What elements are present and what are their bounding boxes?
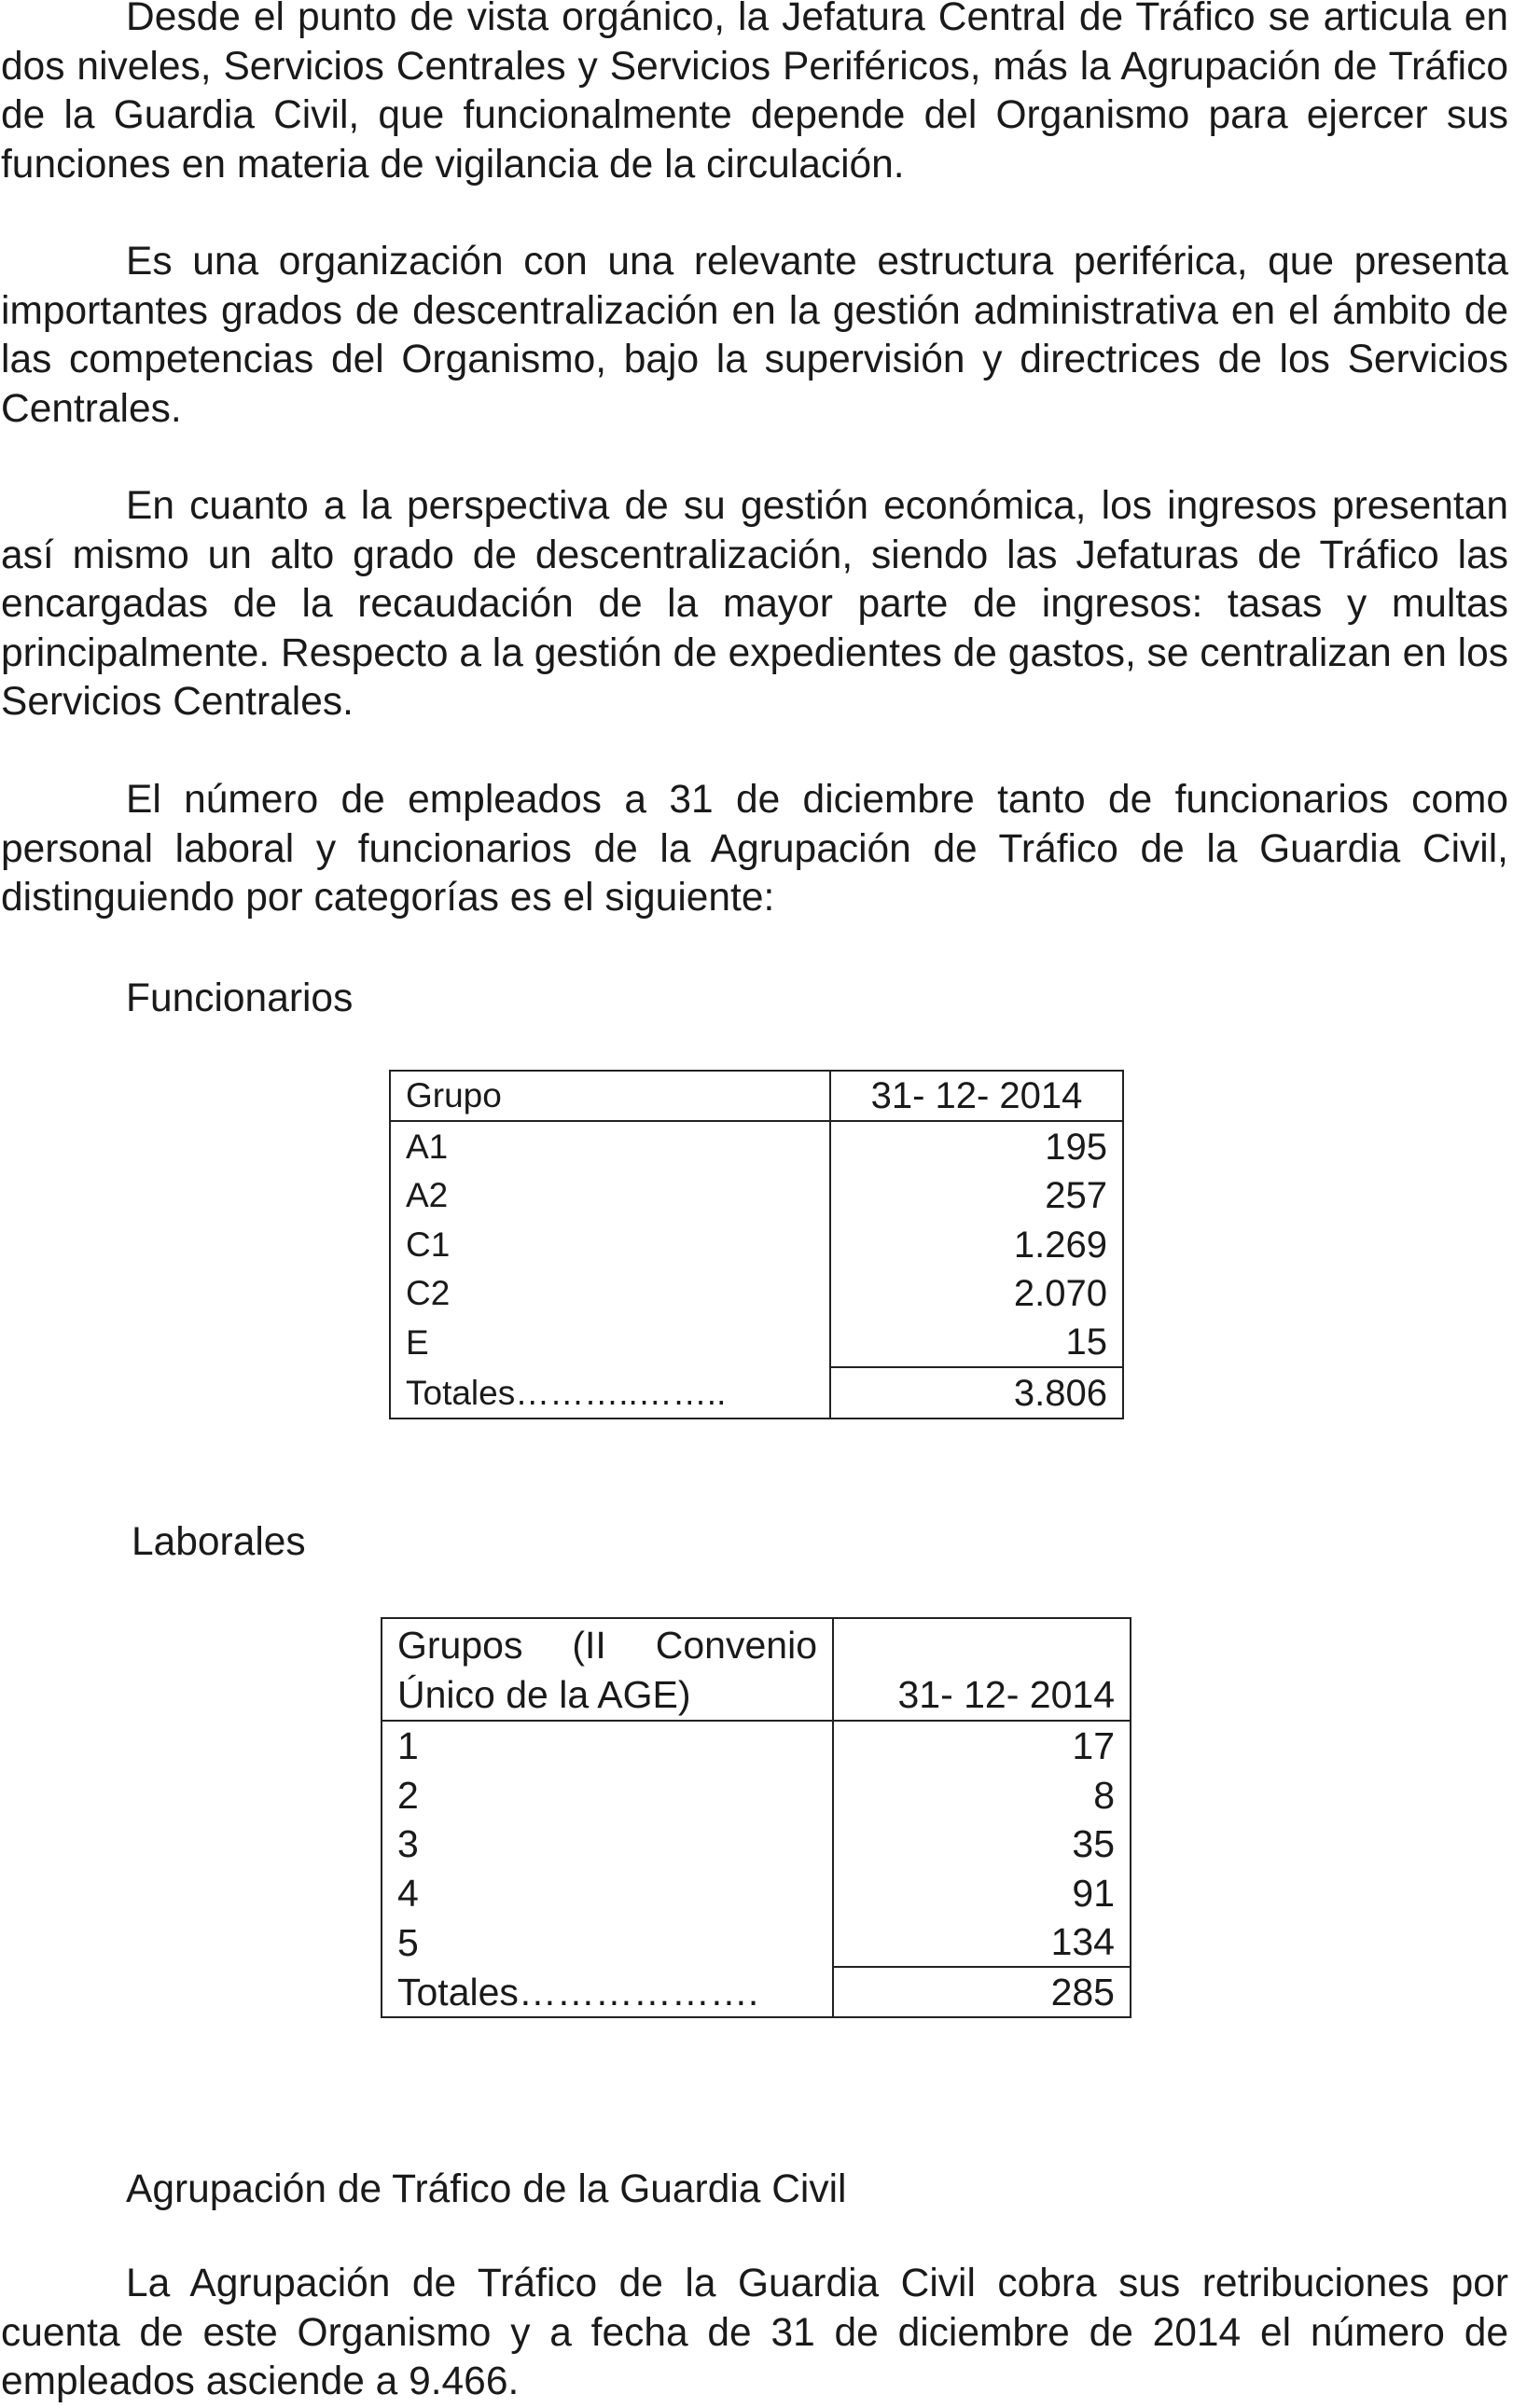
header-group: Grupo <box>390 1071 830 1121</box>
row-group: C1 <box>390 1220 830 1268</box>
row-value: 8 <box>833 1770 1131 1819</box>
total-label: Totales………..…….. <box>390 1367 830 1418</box>
row-group: 5 <box>382 1917 833 1967</box>
paragraph-employee-count: El número de empleados a 31 de diciembre tanto de funcionarios como personal laboral y funcionarios de la Agrupación de Tráfico de la Guardia Civil, distinguiendo por categorías es el siguiente: <box>1 778 1508 920</box>
row-group: A2 <box>390 1171 830 1220</box>
table-row <box>382 1820 1131 1868</box>
table-row <box>382 1868 1131 1917</box>
table-header-row <box>390 1071 1123 1121</box>
row-group: C2 <box>390 1269 830 1318</box>
header-date: 31- 12- 2014 <box>830 1071 1123 1121</box>
heading-guardia-civil: Agrupación de Tráfico de la Guardia Civil <box>126 2167 847 2211</box>
row-value: 91 <box>833 1868 1131 1917</box>
table-total-row <box>390 1367 1123 1418</box>
total-value: 285 <box>833 1967 1131 2017</box>
table-row <box>390 1318 1123 1367</box>
table-total-row <box>382 1967 1131 2017</box>
row-value: 134 <box>833 1917 1131 1967</box>
table-header-row <box>382 1618 1131 1721</box>
table-funcionarios <box>389 1070 1124 1419</box>
total-value: 3.806 <box>830 1367 1123 1418</box>
table-row <box>382 1917 1131 1967</box>
row-group: E <box>390 1318 830 1367</box>
table-row <box>382 1770 1131 1819</box>
row-group: 2 <box>382 1770 833 1819</box>
table-row <box>390 1269 1123 1318</box>
table-row <box>390 1220 1123 1268</box>
table-row <box>382 1721 1131 1770</box>
paragraph-peripheral-structure: Es una organización con una relevante estructura periférica, que presenta importantes grados de descentralización en la gestión administrativa en el ámbito de las competencias del Organismo, bajo la supervisión y directrices de los Servicios Centrales. <box>1 240 1508 431</box>
row-value: 1.269 <box>830 1220 1123 1268</box>
table-row <box>390 1171 1123 1220</box>
row-group: 4 <box>382 1868 833 1917</box>
header-group: Grupos (II Convenio Único de la AGE) <box>382 1618 833 1721</box>
table-laborales <box>381 1617 1131 2018</box>
heading-laborales: Laborales <box>132 1520 306 1564</box>
row-value: 17 <box>833 1721 1131 1770</box>
paragraph-economic-management: En cuanto a la perspectiva de su gestión económica, los ingresos presentan así mismo un alto grado de descentralización, siendo las Jefaturas de Tráfico las encargadas de la recaudación de la mayor parte de ingresos: tasas y multas principalmente. Respecto a la gestión de expedientes de gastos, se centralizan en los Servicios Centrales. <box>1 484 1508 725</box>
total-label: Totales………………. <box>382 1967 833 2017</box>
paragraph-guardia-civil: La Agrupación de Tráfico de la Guardia Civil cobra sus retribuciones por cuenta de este Organismo y a fecha de 31 de diciembre de 2014 el número de empleados asciende a 9.466. <box>1 2262 1508 2404</box>
row-value: 15 <box>830 1318 1123 1367</box>
paragraph-organic-structure: Desde el punto de vista orgánico, la Jefatura Central de Tráfico se articula en dos niveles, Servicios Centrales y Servicios Periféricos, más la Agrupación de Tráfico de la Guardia Civil, que funcionalmente depende del Organismo para ejercer sus funciones en materia de vigilancia de la circulación. <box>1 0 1508 187</box>
row-value: 2.070 <box>830 1269 1123 1318</box>
row-group: 1 <box>382 1721 833 1770</box>
header-date: 31- 12- 2014 <box>833 1618 1131 1721</box>
row-group: 3 <box>382 1820 833 1868</box>
table-row <box>390 1121 1123 1170</box>
row-value: 195 <box>830 1121 1123 1170</box>
row-group: A1 <box>390 1121 830 1170</box>
row-value: 257 <box>830 1171 1123 1220</box>
row-value: 35 <box>833 1820 1131 1868</box>
heading-funcionarios: Funcionarios <box>126 976 354 1020</box>
